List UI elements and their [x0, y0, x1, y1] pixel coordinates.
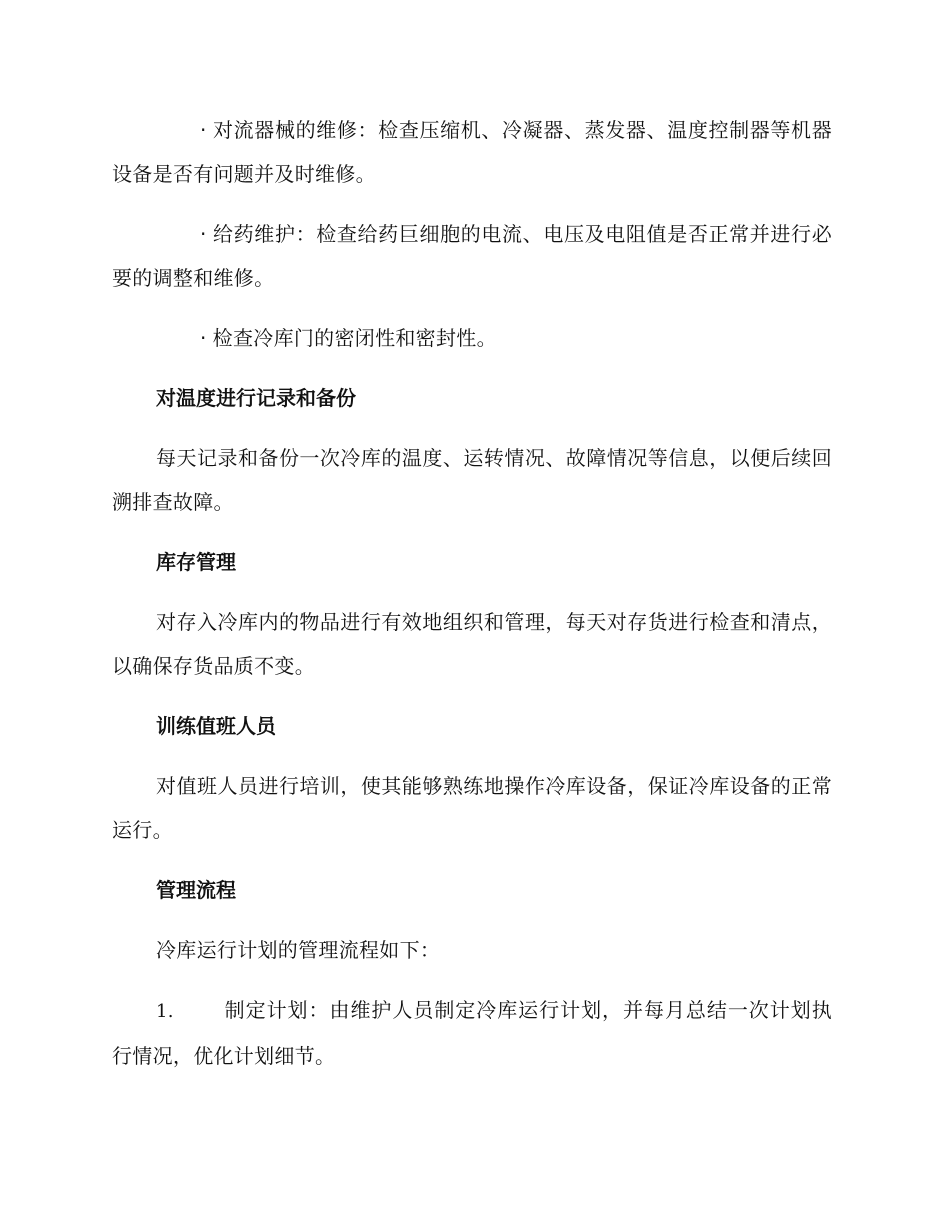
section-body-staff-training: 对值班人员进行培训，使其能够熟练地操作冷库设备，保证冷库设备的正常运行。: [112, 774, 832, 842]
section-heading-staff-training: 训练值班人员: [156, 714, 276, 738]
bullet-item: [112, 212, 832, 300]
section-heading-inventory: 库存管理: [156, 550, 236, 574]
bullet-dot-icon: ·: [200, 326, 207, 350]
bullet-item: [112, 316, 832, 360]
document-content: [112, 108, 832, 1094]
section-heading-temperature-record: 对温度进行记录和备份: [156, 386, 356, 410]
numbered-step: [112, 988, 832, 1078]
step-text: 制定计划：由维护人员制定冷库运行计划，并每月总结一次计划执行情况，优化计划细节。: [112, 998, 832, 1068]
bullet-text: 对流器械的维修：检查压缩机、冷凝器、蒸发器、温度控制器等机器设备是否有问题并及时维修。: [112, 118, 832, 186]
section-heading-process: 管理流程: [156, 878, 236, 902]
section-body-process: 冷库运行计划的管理流程如下：: [156, 938, 441, 962]
bullet-dot-icon: ·: [200, 118, 207, 142]
bullet-text: 检查冷库门的密闭性和密封性。: [212, 326, 497, 350]
section-body-temperature-record: 每天记录和备份一次冷库的温度、运转情况、故障情况等信息，以便后续回溯排查故障。: [112, 446, 832, 514]
bullet-item: [112, 108, 832, 196]
bullet-text: 给药维护：检查给药巨细胞的电流、电压及电阻值是否正常并进行必要的调整和维修。: [112, 222, 832, 290]
section-body-inventory: 对存入冷库内的物品进行有效地组织和管理，每天对存货进行检查和清点，以确保存货品质不变。: [112, 610, 832, 678]
step-number: 1.: [156, 1001, 174, 1022]
bullet-dot-icon: ·: [200, 222, 207, 246]
